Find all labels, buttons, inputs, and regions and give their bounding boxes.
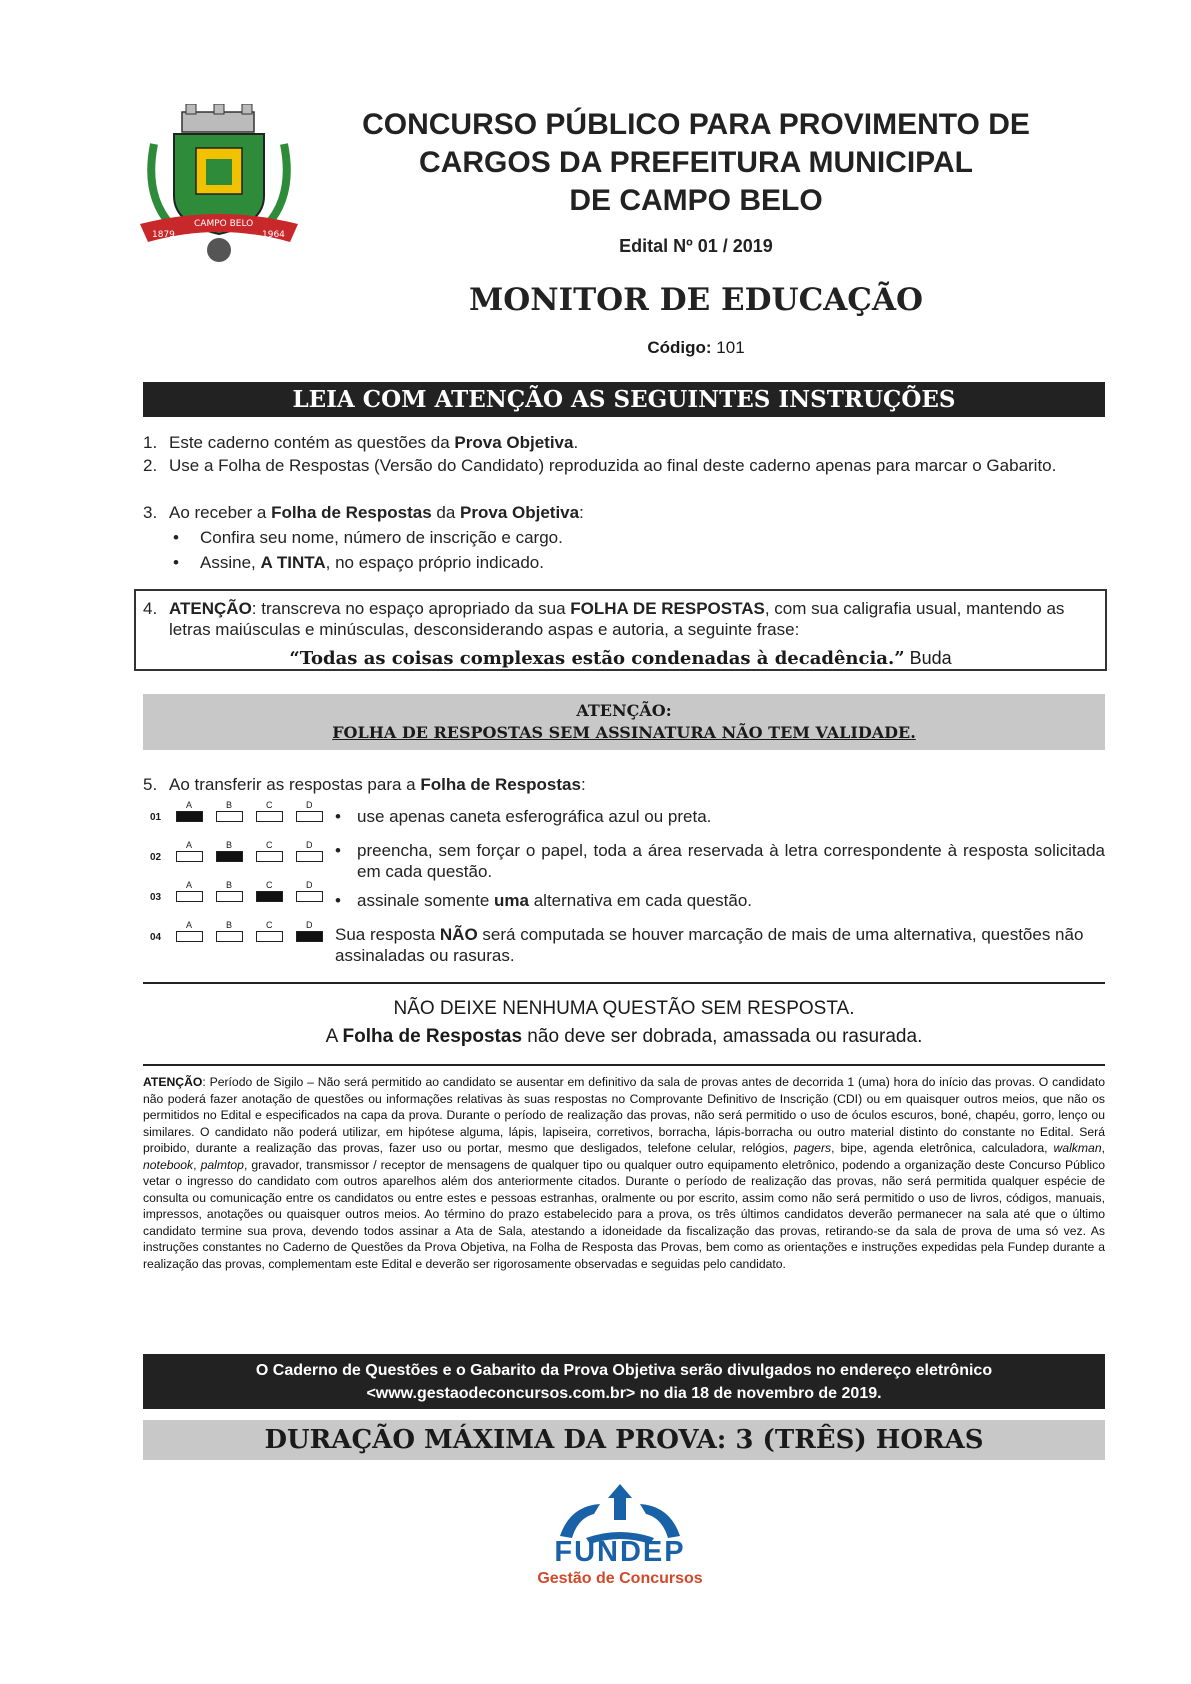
notice-text: , bipe, agenda eletrônica, calculadora,	[831, 1141, 1054, 1155]
warning-line-1: NÃO DEIXE NENHUMA QUESTÃO SEM RESPOSTA.	[393, 998, 855, 1019]
rule-4	[143, 924, 1105, 968]
bullet-text: , no espaço próprio indicado.	[325, 553, 544, 572]
rule-text: será computada se houver marcação de mais de uma alternativa, questões não assinaladas ou rasuras.	[335, 925, 1084, 965]
municipal-crest-logo	[140, 104, 298, 266]
title-line-1: CONCURSO PÚBLICO PARA PROVIMENTO DE	[362, 108, 1030, 141]
notice-italic: notebook	[143, 1157, 194, 1172]
publication-notice-bar	[143, 1354, 1105, 1409]
job-code-label: Código:	[647, 338, 712, 357]
notice-italic: walkman	[1053, 1141, 1102, 1155]
divider	[143, 982, 1105, 984]
grid-row-number: 03	[150, 892, 162, 903]
grid-letter-label: A	[186, 800, 193, 810]
fundep-subtitle: Gestão de Concursos	[537, 1570, 703, 1587]
crest-city-name: CAMPO BELO	[194, 219, 254, 229]
grid-letter-label: A	[186, 840, 193, 850]
item-text: Este caderno contém as questões da	[169, 433, 455, 452]
grid-letter-label: D	[306, 800, 313, 810]
grid-letter-label: A	[186, 880, 193, 890]
rule-1	[143, 806, 1105, 828]
notice-text: ,	[193, 1157, 201, 1172]
rule-text: assinale somente	[357, 891, 495, 910]
grid-letter-label: D	[306, 840, 313, 850]
bullet-emphasis: A TINTA	[260, 553, 326, 572]
rule-emphasis: uma	[494, 891, 529, 910]
bullet-icon: •	[335, 891, 341, 910]
warning-line-2	[143, 1023, 1105, 1051]
grid-letter-label: B	[226, 880, 233, 890]
exam-duration-bar: DURAÇÃO MÁXIMA DA PROVA: 3 (TRÊS) HORAS	[143, 1420, 1105, 1460]
transcription-phrase	[134, 648, 1107, 669]
item-emphasis: ATENÇÃO	[169, 599, 252, 618]
secrecy-period-notice	[143, 1074, 1105, 1272]
item-text: Use a Folha de Respostas (Versão do Candidato) reproduzida ao final deste caderno apenas para marcar o Gabarito.	[169, 456, 1057, 475]
bullet-item-2	[143, 552, 1105, 574]
job-code-value: 101	[716, 338, 745, 357]
notice-italic: palmtop	[200, 1157, 244, 1172]
instruction-item-3	[143, 502, 1105, 524]
item-text: Ao receber a	[169, 503, 272, 522]
grid-letter-label: C	[266, 880, 273, 890]
grid-letter-label: C	[266, 920, 273, 930]
signature-warning-bar	[143, 694, 1105, 750]
rule-text: alternativa em cada questão.	[529, 891, 753, 910]
grid-letter-label: C	[266, 840, 273, 850]
bullet-text: Assine,	[200, 553, 261, 572]
item-text: :	[579, 503, 584, 522]
warning-emphasis: Folha de Respostas	[342, 1026, 523, 1047]
item-emphasis: Folha de Respostas	[271, 503, 432, 522]
item-number: 1.	[143, 433, 158, 452]
attention-line-1: ATENÇÃO:	[576, 701, 672, 720]
item-emphasis: FOLHA DE RESPOSTAS	[570, 599, 765, 618]
notice-text: , gravador, transmissor / receptor de mensagens de qualquer tipo ou qualquer outro equipamento eletrônico, podendo a organização deste Concurso Público vetar o ingresso do candidato com outros aparelhos além dos anteriormente citados. Durante o período de realização das provas, não será permitida qualquer espécie de consulta ou comunicação entre os candidatos ou entre estes e pessoas estranhas, oralmente ou por escrito, assim como não será permitido o uso de livros, códigos, manuais, impressos, anotações ou quaisquer outros meios. Ao término do prazo estabelecido para a prova, os três últimos candidatos deverão permanecer na sala até que o último candidato termine sua prova, devendo todos assinar a Ata de Sala, atestando a idoneidade da fiscalização das provas, retirando-se da sala de prova de uma só vez. As instruções constantes no Caderno de Questões da Prova Objetiva, na Folha de Resposta das Provas, bem como as orientações e instruções expedidas pela Fundep durante a realização das provas, complementam este Edital e deverão ser rigorosamente observadas e seguidas pelo candidato.	[143, 1157, 1105, 1271]
instruction-item-4	[143, 598, 1105, 642]
grid-row-number: 02	[150, 852, 162, 863]
quote-text: “Todas as coisas complexas estão condenadas à decadência.”	[289, 648, 905, 669]
attention-line-2: FOLHA DE RESPOSTAS SEM ASSINATURA NÃO TEM VALIDADE.	[332, 723, 916, 742]
rule-emphasis: NÃO	[439, 925, 478, 944]
answer-warnings	[143, 995, 1105, 1051]
crest-year-left: 1879	[152, 230, 175, 240]
item-text: , com sua caligrafia usual, mantendo as letras maiúsculas e minúsculas, desconsiderando aspas e autoria, a seguinte frase:	[169, 599, 1065, 639]
grid-letter-label: B	[226, 800, 233, 810]
bullet-icon: •	[173, 528, 179, 547]
notice-text: : Período de Sigilo – Não será permitido ao candidato se ausentar em definitivo da sala de provas antes de decorrida 1 (uma) hora do início das provas. O candidato não poderá fazer anotação de questões ou informações relativas às suas respostas no Comprovante Definitivo de Inscrição (CDI) ou em quaisquer outros meios, que não os permitidos no Edital e especificados na capa da prova. Durante o período de realização das provas, não será permitido o uso de óculos escuros, boné, chapéu, gorro, lenço ou similares. O candidato não poderá utilizar, em hipótese alguma, lápis, lapiseira, corretivos, borracha, lápis-borracha ou outro material distinto do constante no Edital. Será proibido, durante a realização das provas, fazer uso ou portar, mesmo que desligados, telefone celular, relógios,	[143, 1075, 1105, 1155]
item-emphasis: Prova Objetiva	[460, 503, 580, 522]
quote-author: Buda	[909, 648, 952, 668]
instructions-heading: LEIA COM ATENÇÃO AS SEGUINTES INSTRUÇÕES	[143, 382, 1105, 417]
publication-line-2: <www.gestaodeconcursos.com.br> no dia 18 de novembro de 2019.	[366, 1385, 882, 1402]
grid-letter-label: C	[266, 800, 273, 810]
grid-row-number: 01	[150, 812, 162, 823]
title-line-3: DE CAMPO BELO	[569, 184, 823, 217]
item-text: da	[431, 503, 461, 522]
grid-letter-label: A	[186, 920, 193, 930]
instruction-item-2	[143, 455, 1105, 499]
bullet-text: Confira seu nome, número de inscrição e cargo.	[200, 528, 563, 547]
bullet-item-1	[143, 527, 1105, 549]
rule-text: use apenas caneta esferográfica azul ou preta.	[357, 807, 712, 826]
rule-text: preencha, sem forçar o papel, toda a área reservada à letra correspondente à resposta solicitada em cada questão.	[357, 841, 1105, 881]
item-number: 2.	[143, 456, 158, 475]
bullet-icon: •	[335, 807, 341, 826]
publication-line-1: O Caderno de Questões e o Gabarito da Prova Objetiva serão divulgados no endereço eletrônico	[255, 1362, 993, 1379]
warning-text: A	[325, 1026, 343, 1047]
grid-row-number: 04	[150, 932, 162, 943]
crest-year-right: 1964	[262, 230, 285, 240]
grid-letter-label: D	[306, 880, 313, 890]
item-emphasis: Prova Objetiva	[454, 433, 574, 452]
grid-letter-label: D	[306, 920, 313, 930]
item-text: Ao transferir as respostas para a	[169, 775, 421, 794]
grid-letter-label: B	[226, 840, 233, 850]
item-text: .	[573, 433, 579, 452]
fundep-name: FUNDEP	[554, 1536, 686, 1568]
grid-letter-label: B	[226, 920, 233, 930]
rule-text: Sua resposta	[335, 925, 440, 944]
job-code	[320, 338, 1072, 358]
warning-text: não deve ser dobrada, amassada ou rasurada.	[522, 1026, 923, 1047]
notice-label: ATENÇÃO	[143, 1075, 203, 1089]
edital-number: Edital Nº 01 / 2019	[619, 236, 773, 256]
item-number: 3.	[143, 503, 158, 522]
instruction-item-1	[143, 432, 1105, 454]
title-line-2: CARGOS DA PREFEITURA MUNICIPAL	[419, 146, 973, 179]
job-title: MONITOR DE EDUCAÇÃO	[468, 282, 924, 318]
item-text: : transcreva no espaço apropriado da sua	[251, 599, 571, 618]
bullet-icon: •	[173, 553, 179, 572]
rule-3	[143, 890, 1105, 912]
bullet-icon: •	[335, 841, 341, 860]
instruction-item-5	[143, 774, 1105, 796]
divider	[143, 1064, 1105, 1066]
notice-italic: pagers	[793, 1141, 832, 1155]
item-number: 5.	[143, 775, 158, 794]
item-text: :	[580, 775, 586, 794]
contest-title	[320, 106, 1072, 220]
notice-text: ,	[1101, 1141, 1105, 1155]
item-number: 4.	[143, 599, 158, 618]
rule-2	[143, 840, 1105, 884]
item-emphasis: Folha de Respostas	[420, 775, 581, 794]
